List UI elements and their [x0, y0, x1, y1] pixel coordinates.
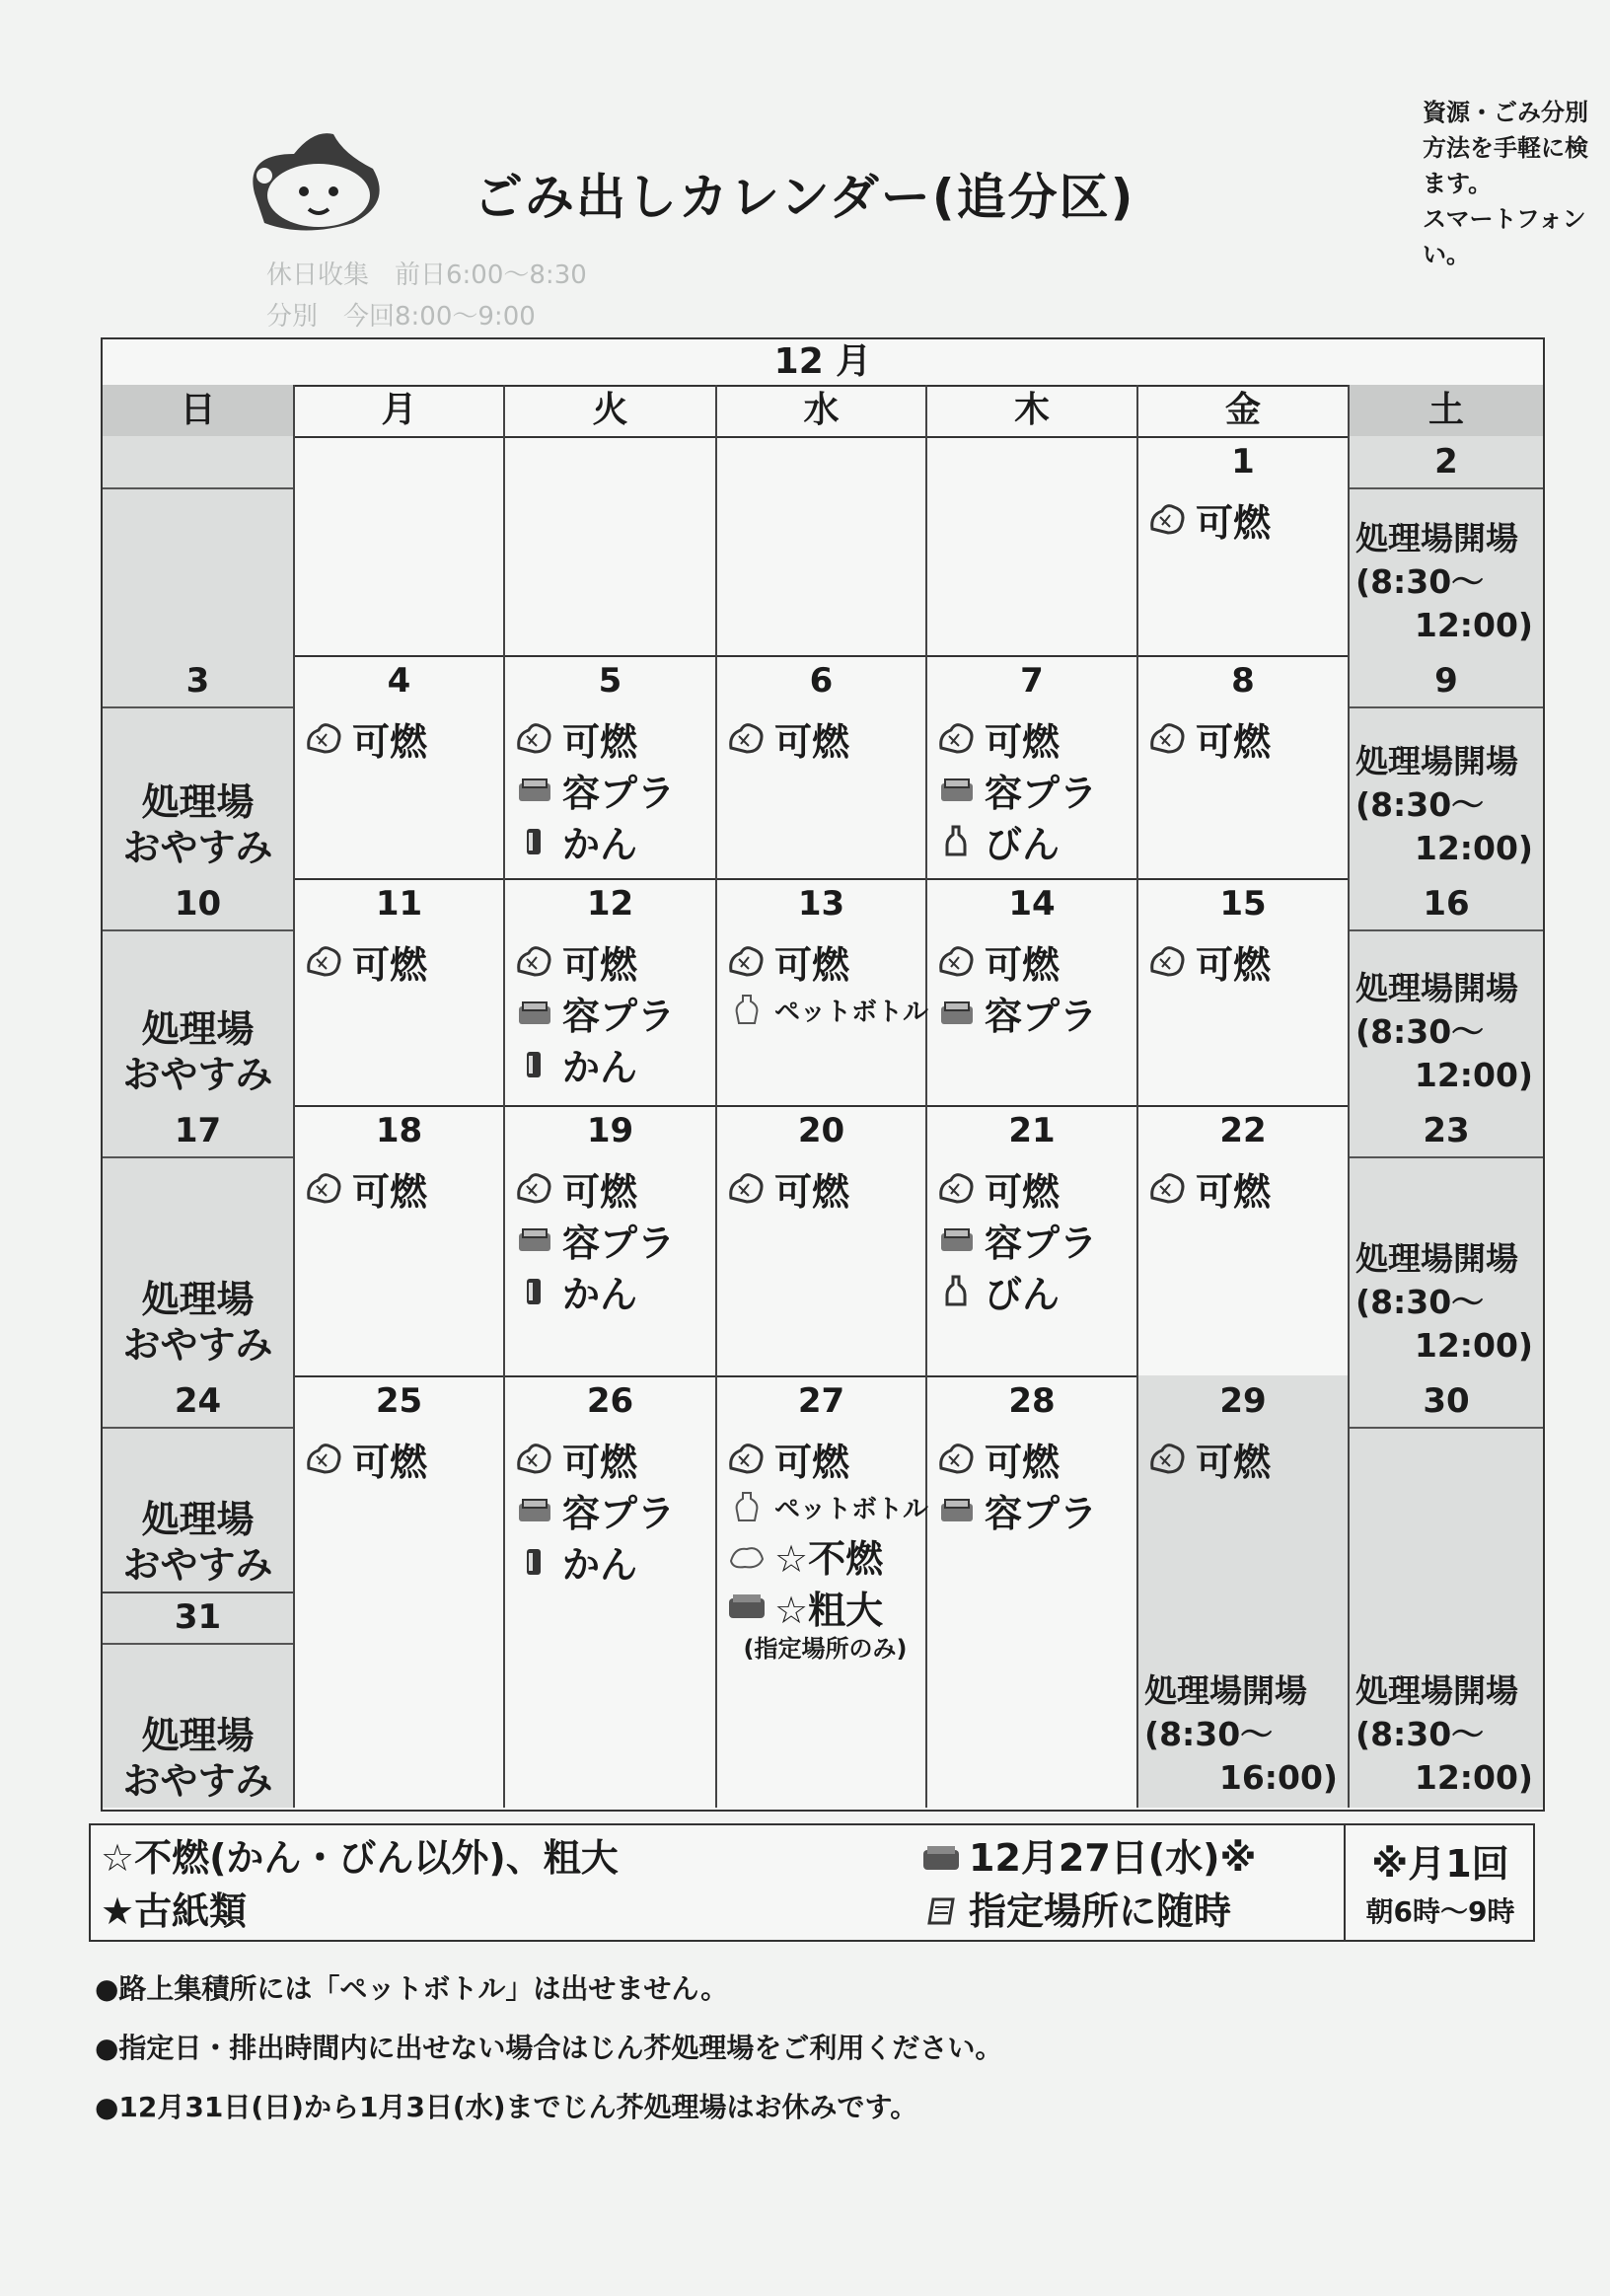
week-row: [103, 878, 1543, 1107]
collection-item: [725, 1581, 925, 1632]
legend-nonburnable: ☆不燃(かん・びん以外)、粗大: [101, 1836, 619, 1880]
mascot-logo: [235, 124, 393, 233]
day-cell: [1350, 1105, 1543, 1375]
facility-open: [1355, 1237, 1537, 1368]
burnable-icon: [303, 943, 346, 979]
collection-item: [725, 987, 929, 1032]
burnable-icon: [513, 720, 556, 756]
collection-items: [513, 1433, 715, 1587]
collection-item: [513, 987, 715, 1038]
side-note-line: 資源・ごみ分別: [1423, 99, 1588, 126]
day-cell: [103, 1375, 295, 1808]
collection-item: [1146, 935, 1348, 987]
day-cell: [717, 878, 927, 1105]
side-note-line: 方法を手軽に検: [1423, 134, 1588, 162]
open-label: 処理場開場: [1144, 1671, 1307, 1710]
collection-item: [935, 764, 1136, 815]
day-number: 21: [1008, 1111, 1056, 1150]
day-number: 14: [1008, 884, 1056, 924]
collection-label: 容プラ: [985, 771, 1098, 815]
legend-middle: [919, 1831, 1256, 1938]
collection-label: 可燃: [352, 942, 428, 987]
day-cell: [295, 436, 505, 655]
collection-label: ペットボトル: [774, 1494, 929, 1524]
day-cell: [103, 1105, 295, 1375]
collection-label: 可燃: [774, 942, 850, 987]
collection-items: [1146, 1162, 1348, 1214]
day-cell: [103, 655, 295, 878]
collection-label: 容プラ: [985, 994, 1098, 1038]
side-note-line: スマートフォン: [1423, 205, 1586, 233]
day-cell: [295, 878, 505, 1105]
collection-label: 可燃: [985, 1440, 1061, 1484]
day-cell: [1138, 1375, 1350, 1808]
collection-item: [935, 1265, 1136, 1316]
collection-label: かん: [562, 822, 638, 866]
facility-closed: [103, 1497, 293, 1588]
day-number: 29: [1219, 1381, 1267, 1421]
week-row: [103, 655, 1543, 880]
legend-box: [89, 1823, 1535, 1942]
legend-date: 12月27日(水)※: [969, 1836, 1257, 1880]
day-cell: [1138, 1105, 1350, 1375]
burnable-icon: [935, 1441, 979, 1476]
day-number: 11: [375, 884, 423, 924]
bulky-waste-icon: [919, 1840, 963, 1876]
collection-label: 可燃: [774, 1169, 850, 1214]
collection-label: 容プラ: [562, 1491, 676, 1535]
collection-item: [513, 1265, 715, 1316]
collection-items: [725, 712, 925, 764]
collection-label: 可燃: [562, 1169, 638, 1214]
day-number: 27: [797, 1381, 845, 1421]
legend-time: 朝6時〜9時: [1365, 1895, 1515, 1928]
day-cell: [1138, 878, 1350, 1105]
pet-bottle-icon: [725, 992, 768, 1027]
day-number: 30: [1423, 1381, 1470, 1421]
plastic-container-icon: [935, 995, 979, 1030]
page-title: ごみ出しカレンダー(追分区): [474, 169, 1135, 226]
legend-right: [1344, 1825, 1535, 1940]
collection-item: [303, 712, 503, 764]
collection-item: [935, 815, 1136, 866]
burnable-icon: [725, 720, 768, 756]
collection-item: [935, 1214, 1136, 1265]
collection-item: [935, 987, 1136, 1038]
facility-open: [1355, 740, 1537, 870]
can-icon: [513, 823, 556, 858]
facility-closed: [103, 1277, 293, 1368]
day-number-bar: [103, 436, 293, 489]
side-note-line: ます。: [1423, 170, 1493, 197]
day-cell: [927, 1105, 1138, 1375]
day-of-week-3: 水: [717, 385, 927, 436]
collection-label: 可燃: [352, 1169, 428, 1214]
facility-open: [1355, 1669, 1537, 1800]
collection-item: [513, 1162, 715, 1214]
collection-label: 容プラ: [562, 1221, 676, 1265]
day-number: 8: [1231, 661, 1255, 701]
plastic-container-icon: [513, 1222, 556, 1257]
day-number: 10: [174, 884, 222, 924]
day-number: 22: [1219, 1111, 1267, 1150]
burnable-icon: [935, 720, 979, 756]
open-time-start: (8:30〜: [1355, 1715, 1485, 1753]
collection-items: [1146, 1433, 1348, 1484]
day-number: 7: [1020, 661, 1044, 701]
collection-label: 可燃: [352, 719, 428, 764]
collection-items: [303, 935, 503, 987]
legend-anytime: 指定場所に随時: [969, 1889, 1232, 1933]
bulky-waste-icon: [725, 1589, 768, 1624]
collection-items: [513, 935, 715, 1089]
open-label: 処理場開場: [1355, 1671, 1518, 1710]
collection-label: 可燃: [1196, 719, 1272, 764]
collection-item: [725, 1484, 929, 1529]
collection-items: [513, 1162, 715, 1316]
day-cell: [1138, 655, 1350, 878]
collection-item: [513, 712, 715, 764]
collection-item: [303, 1433, 503, 1484]
day-cell: [295, 1375, 505, 1808]
collection-label: 可燃: [985, 1169, 1061, 1214]
burnable-icon: [1146, 501, 1190, 537]
collection-item: [513, 1214, 715, 1265]
collection-item: [1146, 712, 1348, 764]
collection-label: 可燃: [562, 942, 638, 987]
open-label: 処理場開場: [1355, 742, 1518, 780]
collection-items: [303, 712, 503, 764]
collection-items: [725, 935, 929, 1032]
note-line: ●指定日・排出時間内に出せない場合はじん芥処理場をご利用ください。: [95, 2032, 1003, 2064]
collection-item: [935, 935, 1136, 987]
side-note: [1423, 95, 1610, 272]
day-number: 16: [1423, 884, 1470, 924]
collection-label: 容プラ: [562, 994, 676, 1038]
open-time-end: 12:00): [1414, 1758, 1533, 1797]
closed-line: おやすみ: [122, 1053, 273, 1096]
collection-label: ☆粗大: [774, 1588, 884, 1632]
day-cell: [717, 1375, 927, 1808]
collection-label: びん: [985, 1272, 1061, 1316]
burnable-icon: [513, 943, 556, 979]
open-time-start: (8:30〜: [1355, 1012, 1485, 1051]
burnable-icon: [513, 1170, 556, 1206]
facility-open: [1355, 517, 1537, 647]
day-cell: [717, 436, 927, 655]
day-cell: [717, 1105, 927, 1375]
plastic-container-icon: [935, 1492, 979, 1527]
day-cell: [505, 1105, 717, 1375]
collection-label: 可燃: [1196, 942, 1272, 987]
day-number: 17: [174, 1111, 222, 1150]
day-number: 4: [387, 661, 411, 701]
day-of-week-0: 日: [103, 385, 295, 436]
collection-item: [513, 1535, 715, 1587]
collection-item: [513, 1433, 715, 1484]
burnable-icon: [513, 1441, 556, 1476]
collection-label: 可燃: [774, 719, 850, 764]
collection-label: 可燃: [562, 719, 638, 764]
day-number: 12: [586, 884, 634, 924]
month-header: 12 月: [103, 339, 1543, 387]
day-of-week-4: 木: [927, 385, 1138, 436]
facility-open: [1144, 1669, 1342, 1800]
open-time-end: 12:00): [1414, 1056, 1533, 1094]
day-cell: [1350, 655, 1543, 878]
designated-place-note: (指定場所のみ): [743, 1635, 908, 1663]
burnable-icon: [935, 1170, 979, 1206]
can-icon: [513, 1273, 556, 1308]
collection-item: [513, 1038, 715, 1089]
burnable-icon: [1146, 720, 1190, 756]
facility-closed: [103, 779, 293, 870]
day-number: 13: [797, 884, 845, 924]
collection-label: ペットボトル: [774, 997, 929, 1027]
collection-items: [935, 935, 1136, 1038]
collection-items: [935, 1433, 1136, 1535]
day-cell: [1350, 436, 1543, 655]
day-of-week-1: 月: [295, 385, 505, 436]
can-icon: [513, 1046, 556, 1081]
collection-item: [935, 1484, 1136, 1535]
day-of-week-2: 火: [505, 385, 717, 436]
day-cell: [927, 436, 1138, 655]
collection-label: かん: [562, 1542, 638, 1587]
collection-item: [1146, 1433, 1348, 1484]
day-number: 25: [375, 1381, 423, 1421]
collection-items: [935, 1162, 1136, 1316]
collection-items: [303, 1433, 503, 1484]
collection-items: [725, 1162, 925, 1214]
day-cell: [717, 655, 927, 878]
closed-line: 処理場: [141, 1007, 255, 1051]
collection-label: 可燃: [352, 1440, 428, 1484]
day-number: 28: [1008, 1381, 1056, 1421]
bottle-icon: [935, 1273, 979, 1308]
facility-closed: [103, 1006, 293, 1097]
collection-label: びん: [985, 822, 1061, 866]
day-cell: [1350, 1375, 1543, 1808]
collection-item: [725, 1433, 925, 1484]
collection-label: 容プラ: [985, 1491, 1098, 1535]
collection-label: 可燃: [1196, 1169, 1272, 1214]
day-number: 2: [1434, 442, 1458, 481]
burnable-icon: [303, 1170, 346, 1206]
collection-item: [513, 815, 715, 866]
day-cell: [103, 878, 295, 1105]
day-cell: [927, 878, 1138, 1105]
week-row: [103, 1105, 1543, 1377]
note-line: ●12月31日(日)から1月3日(水)までじん芥処理場はお休みです。: [95, 2091, 918, 2123]
plastic-container-icon: [935, 772, 979, 807]
collection-item: [303, 935, 503, 987]
calendar-table: [101, 337, 1545, 1812]
week-row: [103, 1375, 1543, 1808]
closed-line: 処理場: [141, 780, 255, 824]
burnable-icon: [725, 1170, 768, 1206]
legend-left: [101, 1831, 619, 1938]
closed-line: 処理場: [141, 1278, 255, 1321]
collection-items: [935, 712, 1136, 866]
collection-item: [1146, 493, 1348, 545]
open-time-start: (8:30〜: [1144, 1715, 1274, 1753]
collection-label: 可燃: [774, 1440, 850, 1484]
day-number: 3: [185, 661, 210, 701]
collection-items: [513, 712, 715, 866]
legend-monthly: ※月1回: [1371, 1842, 1509, 1886]
closed-line: おやすみ: [122, 1323, 273, 1367]
burnable-icon: [1146, 943, 1190, 979]
facility-closed: [103, 1713, 293, 1804]
open-time-end: 16:00): [1218, 1758, 1338, 1797]
closed-line: 処理場: [141, 1714, 255, 1757]
day-cell: [505, 878, 717, 1105]
day-cell: [1350, 878, 1543, 1105]
pet-bottle-icon: [725, 1489, 768, 1524]
collection-item: [935, 1162, 1136, 1214]
paper-icon: [919, 1893, 963, 1929]
collection-label: かん: [562, 1045, 638, 1089]
collection-label: かん: [562, 1272, 638, 1316]
bleed-text: 分別 今回8:00〜9:00: [266, 302, 536, 332]
bleed-text: 休日收集 前日6:00〜8:30: [266, 260, 587, 290]
day-cell: [505, 1375, 717, 1808]
day-of-week-5: 金: [1138, 385, 1350, 436]
note-line: ●路上集積所には「ペットボトル」は出せません。: [95, 1972, 729, 2005]
burnable-icon: [1146, 1170, 1190, 1206]
collection-items: [1146, 493, 1348, 545]
closed-line: おやすみ: [122, 1759, 273, 1803]
day-number: 15: [1219, 884, 1267, 924]
day-number: 26: [586, 1381, 634, 1421]
plastic-container-icon: [513, 772, 556, 807]
day-cell: [505, 655, 717, 878]
plastic-container-icon: [513, 1492, 556, 1527]
collection-label: 容プラ: [985, 1221, 1098, 1265]
collection-item: [1146, 1162, 1348, 1214]
day-number: 1: [1231, 442, 1255, 481]
collection-items: [725, 1433, 929, 1666]
collection-label: 可燃: [985, 942, 1061, 987]
week-row: [103, 436, 1543, 657]
collection-item: [725, 1529, 925, 1581]
collection-item: [725, 935, 925, 987]
collection-item: [935, 712, 1136, 764]
open-time-start: (8:30〜: [1355, 562, 1485, 601]
open-time-start: (8:30〜: [1355, 785, 1485, 824]
collection-item: [935, 1433, 1136, 1484]
day-number: 20: [797, 1111, 845, 1150]
closed-line: おやすみ: [122, 826, 273, 869]
closed-line: 処理場: [141, 1498, 255, 1541]
collection-label: 可燃: [1196, 1440, 1272, 1484]
day-cell: [927, 655, 1138, 878]
burnable-icon: [303, 1441, 346, 1476]
day-cell: [295, 655, 505, 878]
day-number: 31: [174, 1597, 222, 1637]
day-cell: [1138, 436, 1350, 655]
collection-label: 可燃: [1196, 500, 1272, 545]
legend-old-paper: ★古紙類: [101, 1889, 248, 1933]
open-time-end: 12:00): [1414, 1326, 1533, 1365]
day-number: 23: [1423, 1111, 1470, 1150]
collection-label: 容プラ: [562, 771, 676, 815]
day-number: 24: [174, 1381, 222, 1421]
collection-label: 可燃: [562, 1440, 638, 1484]
collection-item: [513, 1484, 715, 1535]
burnable-icon: [1146, 1441, 1190, 1476]
side-note-line: い。: [1423, 241, 1470, 268]
burnable-icon: [725, 943, 768, 979]
open-time-end: 12:00): [1414, 606, 1533, 644]
plastic-container-icon: [935, 1222, 979, 1257]
burnable-icon: [935, 943, 979, 979]
collection-items: [1146, 935, 1348, 987]
collection-item: [303, 1162, 503, 1214]
bottle-icon: [935, 823, 979, 858]
burnable-icon: [725, 1441, 768, 1476]
day-number: 18: [375, 1111, 423, 1150]
open-label: 処理場開場: [1355, 519, 1518, 557]
can-icon: [513, 1543, 556, 1579]
day-cell: [103, 436, 295, 655]
day-number: 6: [809, 661, 834, 701]
burnable-icon: [303, 720, 346, 756]
non-burnable-icon: [725, 1537, 768, 1573]
collection-item: [513, 764, 715, 815]
collection-label: 可燃: [985, 719, 1061, 764]
collection-label: ☆不燃: [774, 1536, 884, 1581]
plastic-container-icon: [513, 995, 556, 1030]
collection-item: [725, 712, 925, 764]
day-of-week-6: 土: [1350, 385, 1543, 436]
day-cell: [927, 1375, 1138, 1808]
collection-items: [1146, 712, 1348, 764]
open-time-end: 12:00): [1414, 829, 1533, 867]
day-of-week-row: [103, 385, 1543, 438]
closed-line: おやすみ: [122, 1543, 273, 1587]
open-time-start: (8:30〜: [1355, 1283, 1485, 1321]
day-number: 9: [1434, 661, 1458, 701]
collection-item: [513, 935, 715, 987]
day-number: 5: [598, 661, 622, 701]
collection-items: [303, 1162, 503, 1214]
facility-open: [1355, 967, 1537, 1097]
open-label: 処理場開場: [1355, 1239, 1518, 1278]
day-cell: [295, 1105, 505, 1375]
open-label: 処理場開場: [1355, 969, 1518, 1007]
notes: [95, 1960, 1002, 2137]
collection-item: [725, 1162, 925, 1214]
day-cell: [505, 436, 717, 655]
day-number: 19: [586, 1111, 634, 1150]
